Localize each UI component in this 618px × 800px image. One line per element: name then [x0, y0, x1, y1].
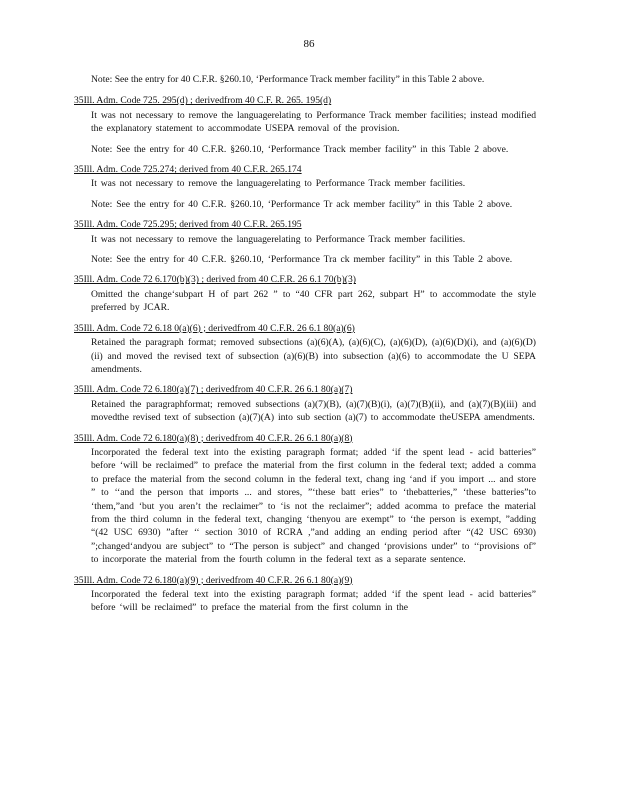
entry-paragraph: Incorporated the federal text into the existing paragraph format; added ‘if the spent lead - acid batteries” before ‘will be reclaimed” to preface the material from the first column in the federal text; added a comma to preface the material from the second column in the federal text, chang ing ‘and if you import ... and store ” to ‘‘and the person that imports ... and stores, ”‘these batt eries” to ‘thebatteries,” ‘these batteries”to ‘them,”and ‘but you aren’t the reclaimer” to ‘is not the reclaimer”; added acomma to preface the material from the third column in the federal text, changing ‘thenyou are exempt” to ‘the person is exempt, ”adding “(42 USC 6930) ”after ‘‘ section 3010 of RCRA ,”and adding an ending period after “(42 USC 6930) ”;changed‘andyou are subject” to “The person is subject” and changed ‘provisions under” to ‘‘provisions of” to incorporate the material from the fourth column in the federal text as a separate sentence. — [91, 446, 536, 566]
entry-726-180a9 — [74, 574, 536, 615]
entry-725-274 — [74, 163, 536, 211]
entry-heading: 35Ill. Adm. Code 725.295; derived from 40 C.F.R. 265.195 — [74, 219, 302, 231]
entry-paragraph: It was not necessary to remove the languagerelating to Performance Track member facilities; instead modified the explanatory statement to accommodate USEPA removal of the provision. — [91, 109, 536, 135]
top-note: Note: See the entry for 40 C.F.R. §260.10, ‘Performance Track member facility” in this Table 2 above. — [91, 74, 485, 85]
entry-paragraph: Omitted the change‘subpart H of part 262 ” to “40 CFR part 262, subpart H” to accommodate the style preferred by JCAR. — [91, 288, 536, 314]
entry-heading: 35Ill. Adm. Code 725. 295(d) ; derivedfrom 40 C.F. R. 265. 195(d) — [74, 95, 332, 107]
entry-725-295 — [74, 218, 536, 266]
entry-726-170b3 — [74, 273, 536, 314]
entry-726-180a8 — [74, 432, 536, 567]
entry-paragraph: Retained the paragraphformat; removed subsections (a)(7)(B), (a)(7)(B)(i), (a)(7)(B)(ii), and (a)(7)(B)(iii) and movedthe revised text of subsection (a)(7)(A) into sub section (a)(7) to accommodate theUSEPA amendments. — [91, 398, 536, 424]
document-body — [74, 73, 536, 622]
entry-paragraph: Retained the paragraph format; removed subsections (a)(6)(A), (a)(6)(C), (a)(6)(D), (a)(6)(D)(i), and (a)(6)(D)(ii) and moved the revised text of subsection (a)(6)(B) into subsection (a)(6) to accommodate the U SEPA amendments. — [91, 337, 536, 375]
entry-paragraph: It was not necessary to remove the languagerelating to Performance Track member facilities. — [91, 178, 466, 190]
entry-note: Note: See the entry for 40 C.F.R. §260.10, ‘Performance Tra ck member facility” in this Table 2 above. — [91, 254, 513, 266]
entry-paragraph: It was not necessary to remove the languagerelating to Performance Track member facilities. — [91, 233, 466, 245]
entry-heading: 35Ill. Adm. Code 72 6.170(b)(3) ; derived from 40 C.F.R. 26 6.1 70(b)(3) — [74, 274, 356, 286]
entry-725-295d — [74, 94, 536, 156]
entry-726-180a7 — [74, 383, 536, 424]
entry-heading: 35Ill. Adm. Code 72 6.18 0(a)(6) ; derivedfrom 40 C.F.R. 26 6.1 80(a)(6) — [74, 322, 355, 334]
entry-726-180a6 — [74, 322, 536, 377]
entry-note: Note: See the entry for 40 C.F.R. §260.10, ‘Performance Tr ack member facility” in this Table 2 above. — [91, 198, 513, 210]
entry-heading: 35Ill. Adm. Code 72 6.180(a)(7) ; derivedfrom 40 C.F.R. 26 6.1 80(a)(7) — [74, 384, 353, 396]
entry-paragraph: Incorporated the federal text into the existing paragraph format; added ‘if the spent lead - acid batteries” before ‘will be reclaimed” to preface the material from the first column in the — [91, 589, 536, 614]
page-number: 86 — [303, 38, 315, 50]
entry-heading: 35Ill. Adm. Code 72 6.180(a)(8) ; derivedfrom 40 C.F.R. 26 6.1 80(a)(8) — [74, 432, 353, 444]
entry-heading: 35Ill. Adm. Code 725.274; derived from 40 C.F.R. 265.174 — [74, 164, 302, 176]
entry-note: Note: See the entry for 40 C.F.R. §260.10, ‘Performance Track member facility” in this Table 2 above. — [91, 143, 509, 155]
entry-heading: 35Ill. Adm. Code 72 6.180(a)(9) ; derivedfrom 40 C.F.R. 26 6.1 80(a)(9) — [74, 574, 353, 586]
